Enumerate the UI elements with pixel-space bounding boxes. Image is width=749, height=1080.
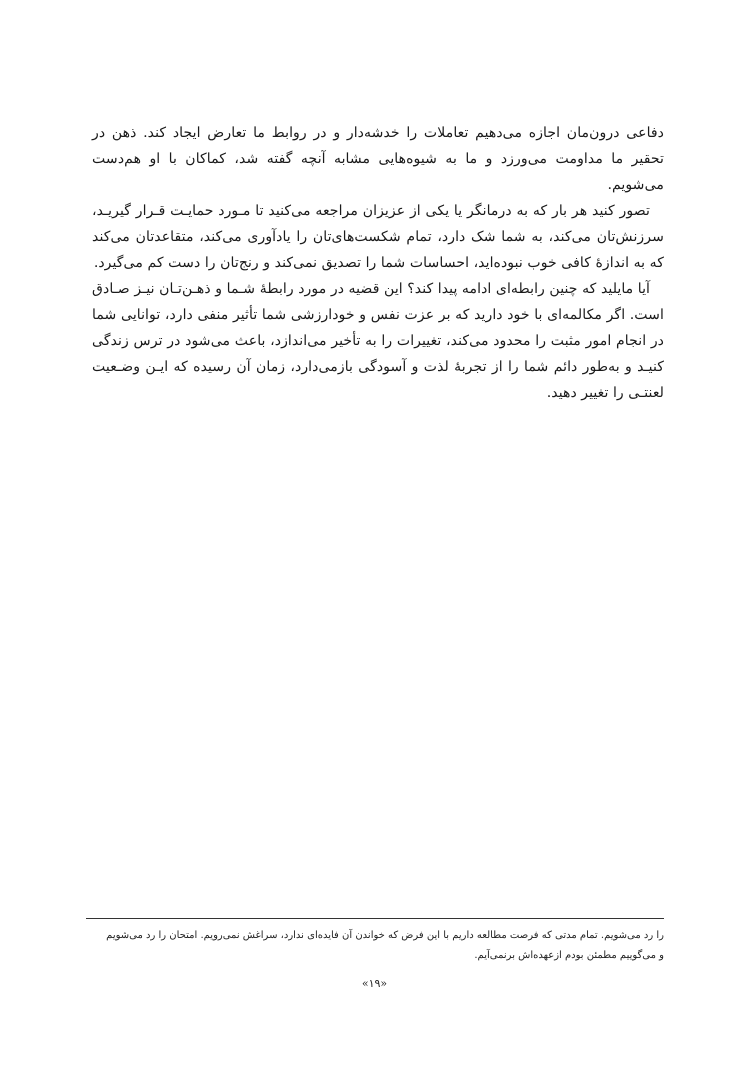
paragraph-2: تصور کنید هر بار که به درمانگر یا یکی از عزیزان مراجعه می‌کنید تا مـورد حمایـت قـرار گیریـد، سرزنش‌تان می‌کند، به شما شک دارد، تمام شکست‌های‌تان را یادآوری می‌کند، متقاعدتان می‌کند که به اندازهٔ کافی خوب نبوده‌اید، احساسات شما را تصدیق نمی‌کند و رنج‌تان را دست کم می‌گیرد. [92,203,664,271]
body-text [92,120,664,406]
paragraph-3: آیا مایلید که چنین رابطه‌ای ادامه پیدا کند؟ این قضیه در مورد رابطهٔ شـما و ذهـن‌تـان نیـز صـادق است. اگر مکالمه‌ای با خود دارید که بر عزت نفس و خودارزشی شما تأثیر منفی دارد، توانایی شما در انجام امور مثبت را محدود می‌کند، تغییرات را به تأخیر می‌اندازد، باعث می‌شود در ترس زندگی کنیـد و به‌طور دائم شما را از تجربهٔ لذت و آسودگی بازمی‌دارد، زمان آن رسیده که ایـن وضـعیت لعنتـی را تغییر دهید. [92,281,664,401]
footnote-line-1: را رد می‌شویم. تمام مدتی که فرصت مطالعه داریم با این فرض که خواندن آن فایده‌ای ندارد، سراغش نمی‌رویم. امتحان را رد می‌شویم [106,930,664,941]
footnote-divider [86,918,664,919]
footnote [86,926,664,966]
paragraph-1: دفاعی درون‌مان اجازه می‌دهیم تعاملات را خدشه‌دار و در روابط ما تعارض ایجاد کند. ذهن در تحقیر ما مداومت می‌ورزد و ما به شیوه‌هایی مشابه آنچه گفته شد، کماکان با او هم‌دست می‌شویم. [92,125,664,193]
footnote-line-2: و می‌گوییم مطمئن بودم ازعهده‌اش برنمی‌آیم. [474,950,664,961]
page-number: «۱۹» [361,977,388,990]
